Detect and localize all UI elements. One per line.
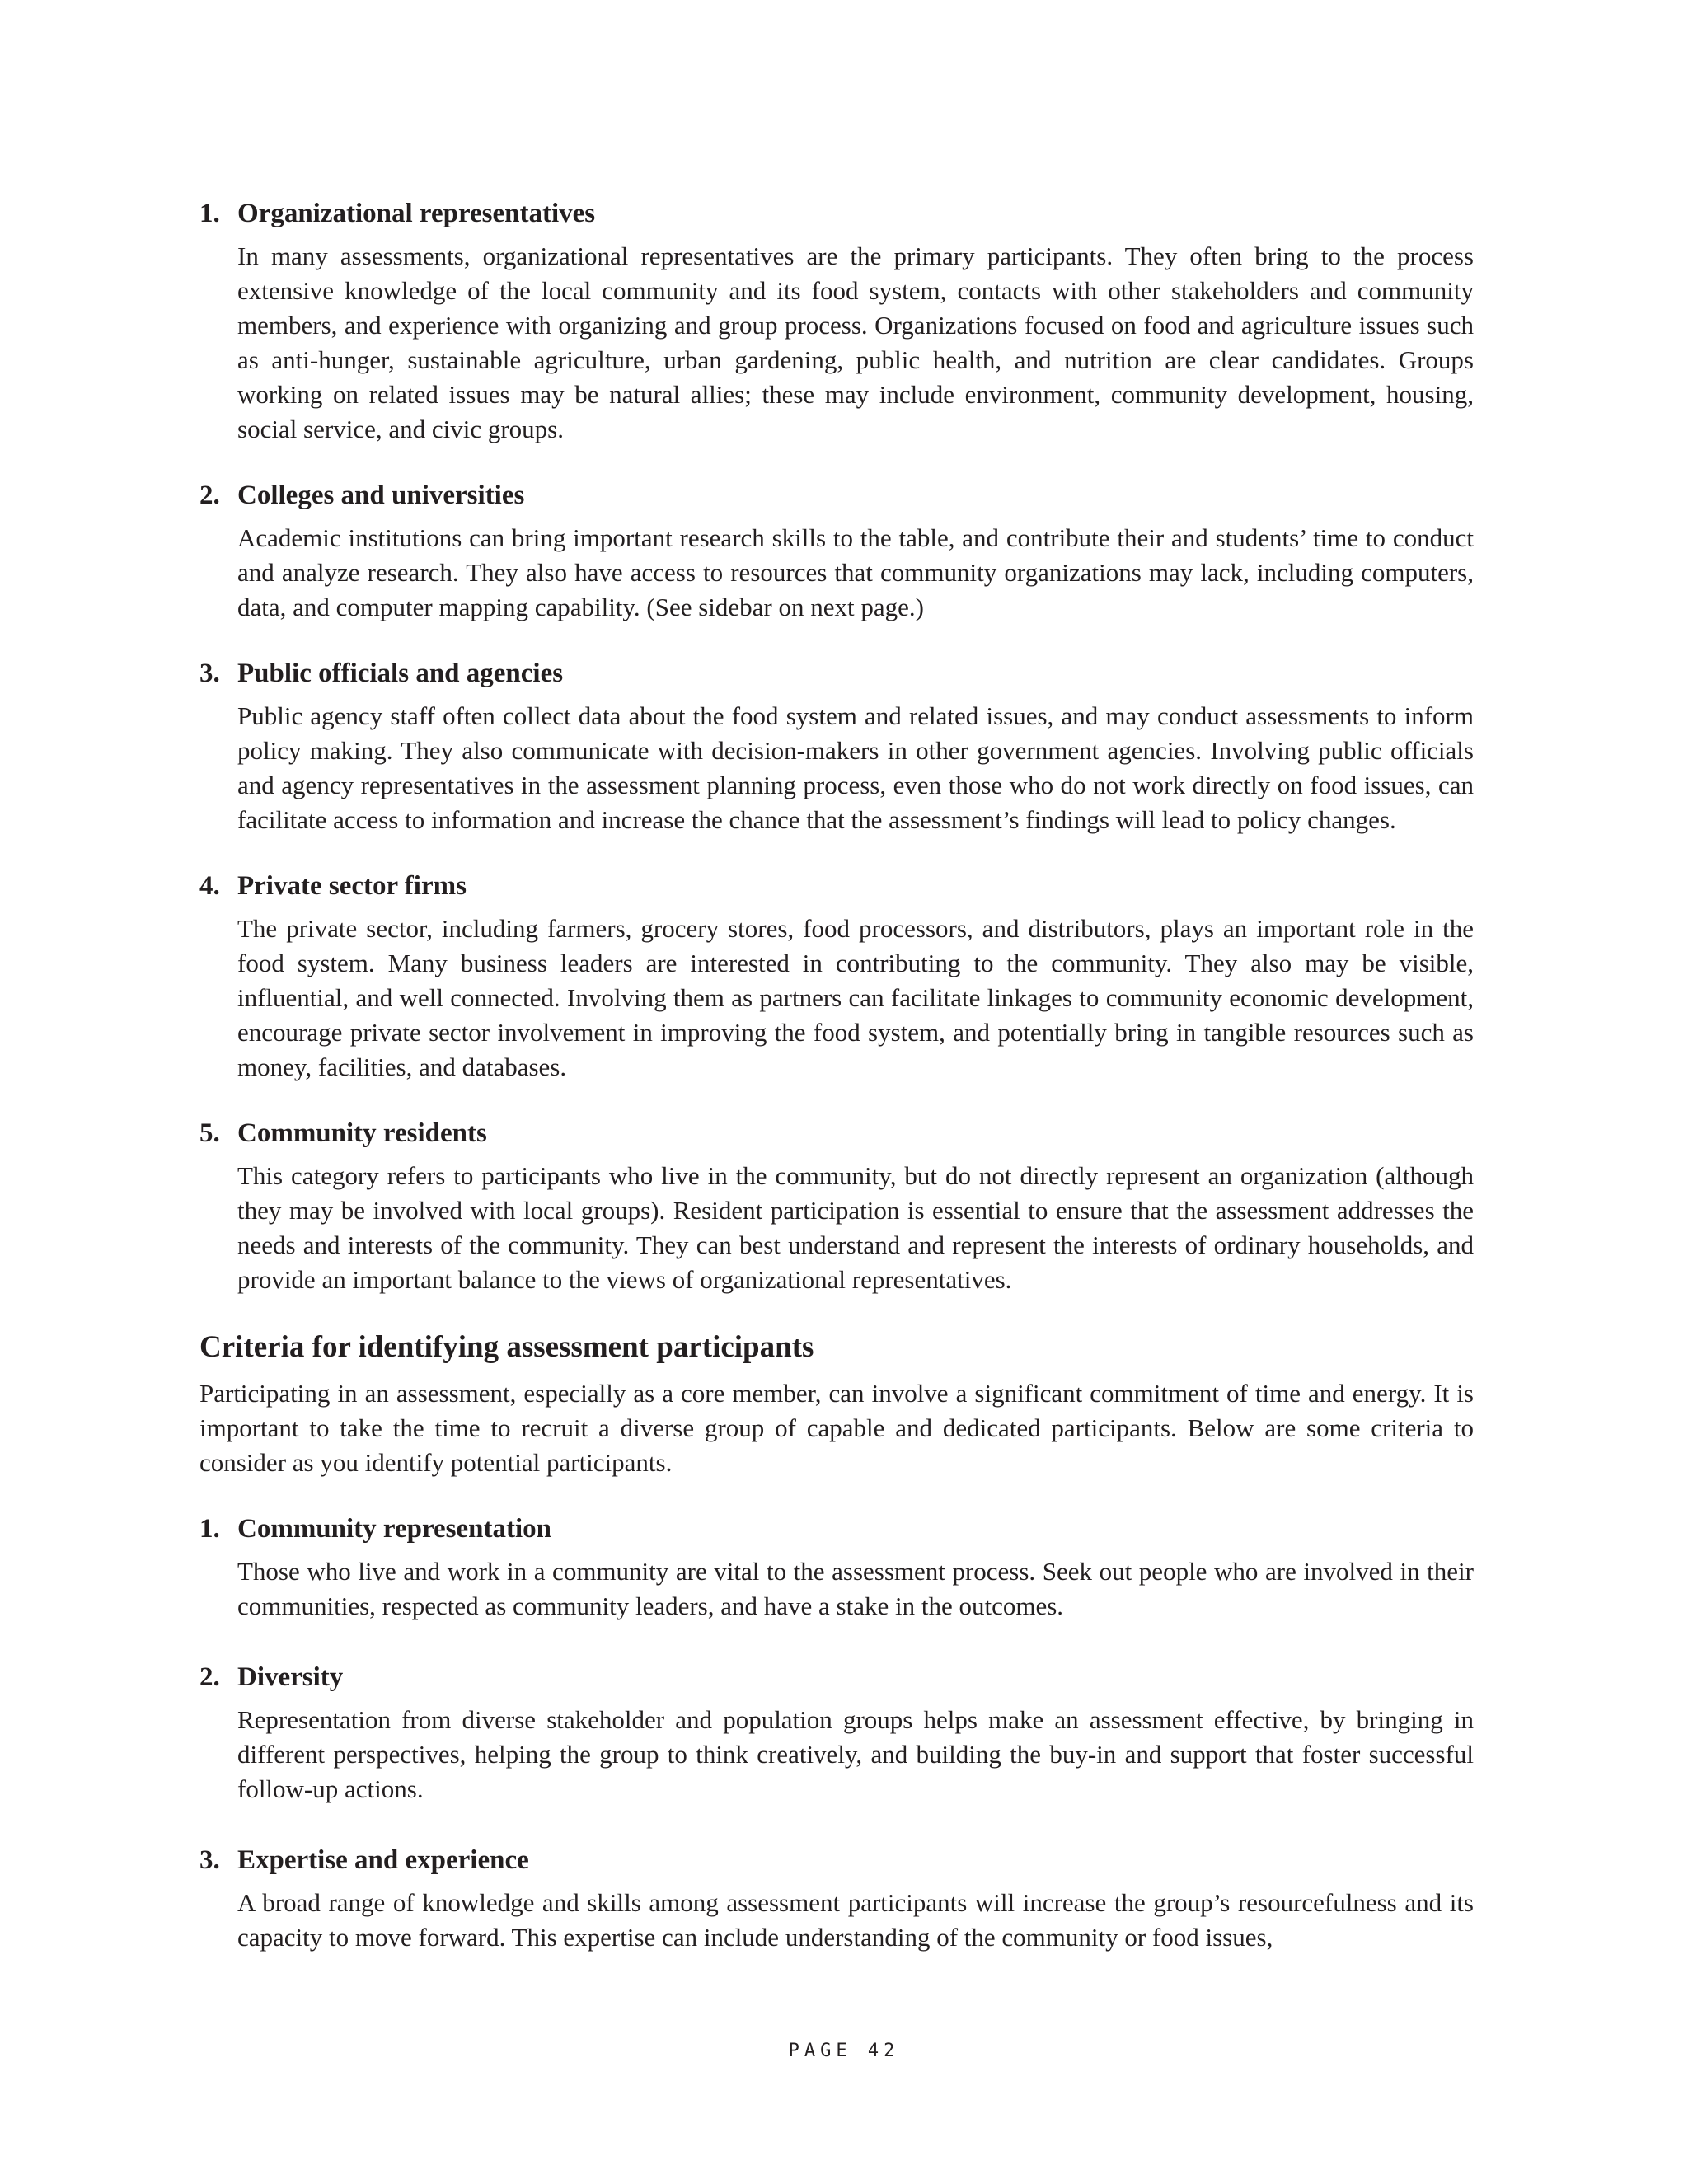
item-title: Diversity xyxy=(237,1662,344,1692)
list-item xyxy=(199,478,1474,625)
item-heading xyxy=(199,1116,1474,1151)
list-item xyxy=(199,869,1474,1085)
item-heading xyxy=(199,1843,1474,1877)
item-number: 1. xyxy=(199,1514,220,1544)
item-body: This category refers to participants who live in the community, but do not directly represent an organization (although they may be involved with local groups). Resident participation is essential to ensure that the assessment addresses the needs and interests of the community. They can best understand and represent the interests of ordinary households, and provide an important balance to the views of organizational representatives. xyxy=(237,1161,1474,1294)
item-number: 3. xyxy=(199,1845,220,1875)
item-body: Academic institutions can bring important research skills to the table, and contribute their and students’ time to conduct and analyze research. They also have access to resources that community organizations may lack, including computers, data, and computer mapping capability. (See sidebar on next page.) xyxy=(237,523,1474,621)
item-number: 4. xyxy=(199,871,220,901)
criteria-list xyxy=(199,1511,1474,1955)
list-item xyxy=(199,656,1474,837)
page-number: PAGE 42 xyxy=(788,2041,900,2061)
item-heading xyxy=(199,656,1474,691)
item-title: Organizational representatives xyxy=(237,199,596,228)
item-title: Community representation xyxy=(237,1514,552,1544)
item-number: 1. xyxy=(199,199,220,228)
list-item xyxy=(199,1116,1474,1297)
section-intro: Participating in an assessment, especially as a core member, can involve a significant commitment of time and energy. It is important to take the time to recruit a diverse group of capable and dedicated participants. Below are some criteria to consider as you identify potential participants. xyxy=(199,1379,1474,1477)
item-body: The private sector, including farmers, grocery stores, food processors, and distributors, plays an important role in the food system. Many business leaders are interested in contributing to the community. They also may be visible, influential, and well connected. Involving them as partners can facilitate linkages to community economic development, encourage private sector involvement in improving the food system, and potentially bring in tangible resources such as money, facilities, and databases. xyxy=(237,914,1474,1081)
item-body: In many assessments, organizational representatives are the primary participants. They often bring to the process extensive knowledge of the local community and its food system, contacts with other stakeholders and community members, and experience with organizing and group process. Organizations focused on food and agriculture issues such as anti-hunger, sustainable agriculture, urban gardening, public health, and nutrition are clear candidates. Groups working on related issues may be natural allies; these may include environment, community development, housing, social service, and civic groups. xyxy=(237,241,1474,443)
item-heading xyxy=(199,869,1474,903)
item-body: A broad range of knowledge and skills among assessment participants will increase the group’s resourcefulness and its capacity to move forward. This expertise can include understanding of the community or food issues, xyxy=(237,1888,1474,1952)
item-body: Those who live and work in a community are vital to the assessment process. Seek out people who are involved in their communities, respected as community leaders, and have a stake in the outcomes. xyxy=(237,1557,1474,1620)
item-body: Public agency staff often collect data about the food system and related issues, and may conduct assessments to inform policy making. They also communicate with decision-makers in other government agencies. Involving public officials and agency representatives in the assessment planning process, even those who do not work directly on food issues, can facilitate access to information and increase the chance that the assessment’s findings will lead to policy changes. xyxy=(237,701,1474,834)
item-number: 2. xyxy=(199,1662,220,1692)
item-title: Private sector firms xyxy=(237,871,467,901)
item-body: Representation from diverse stakeholder and population groups helps make an assessment effective, by bringing in different perspectives, helping the group to think creatively, and building the buy-in and support that foster successful follow-up actions. xyxy=(237,1705,1474,1803)
item-title: Public officials and agencies xyxy=(237,658,564,688)
item-number: 2. xyxy=(199,480,220,510)
list-item xyxy=(199,196,1474,447)
participant-types-list xyxy=(199,196,1474,1297)
section-heading: Criteria for identifying assessment participants xyxy=(199,1330,814,1364)
list-item xyxy=(199,1660,1474,1807)
list-item xyxy=(199,1511,1474,1624)
item-heading xyxy=(199,478,1474,513)
list-item xyxy=(199,1843,1474,1955)
item-title: Community residents xyxy=(237,1118,487,1148)
item-heading xyxy=(199,1511,1474,1546)
item-number: 5. xyxy=(199,1118,220,1148)
page-content xyxy=(199,196,1474,1991)
item-title: Expertise and experience xyxy=(237,1845,529,1875)
item-title: Colleges and universities xyxy=(237,480,525,510)
item-number: 3. xyxy=(199,658,220,688)
item-heading xyxy=(199,196,1474,231)
item-heading xyxy=(199,1660,1474,1694)
